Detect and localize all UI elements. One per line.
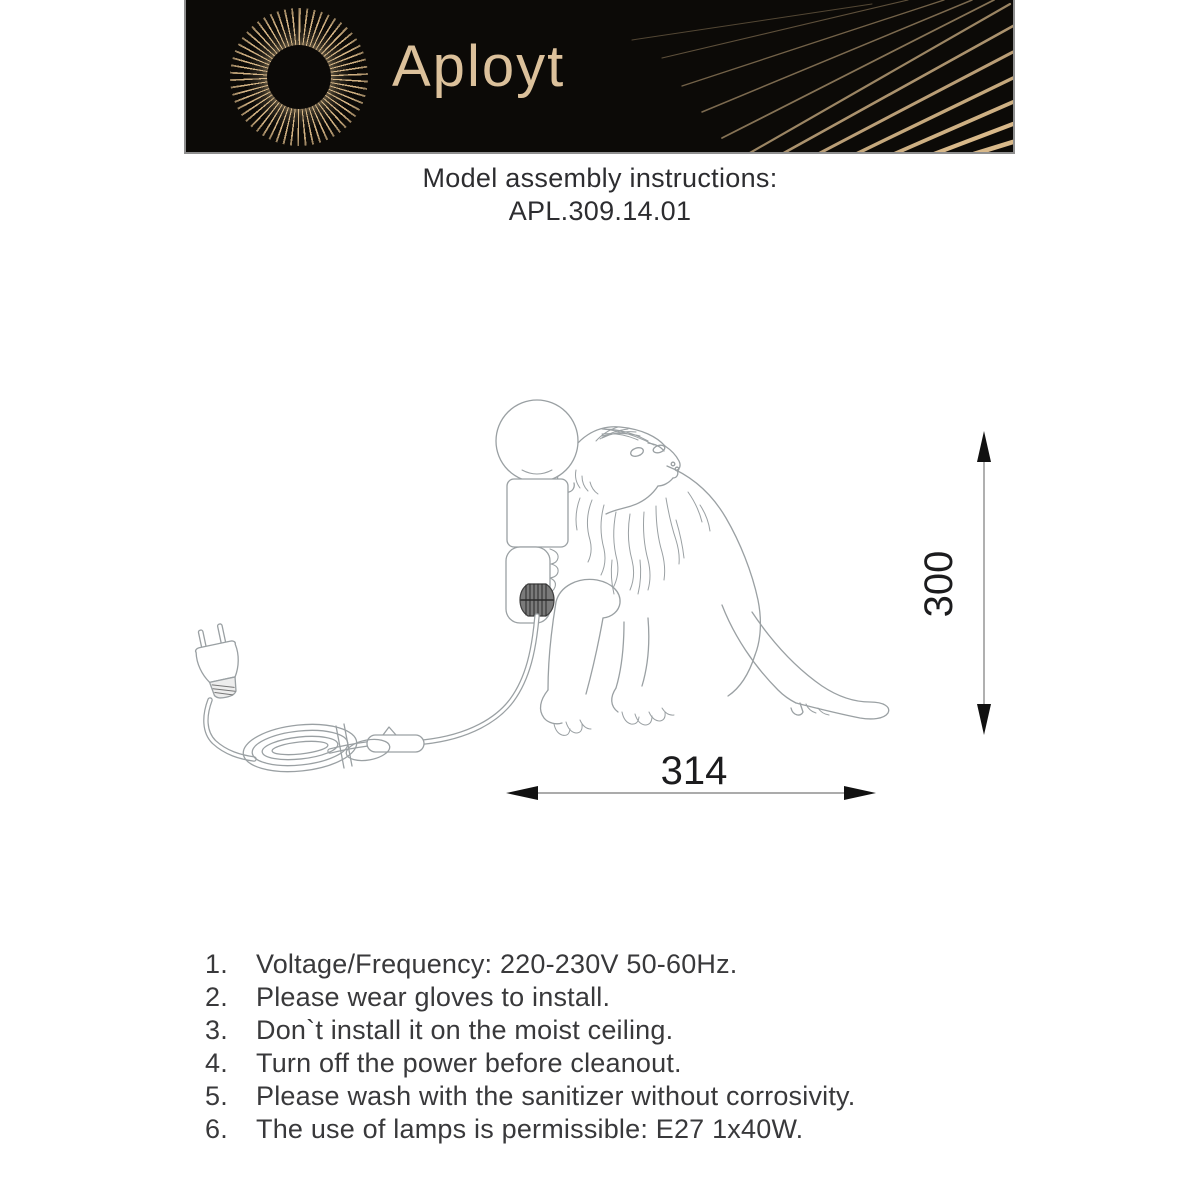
item-number: 6. — [205, 1114, 228, 1144]
item-number: 4. — [205, 1048, 228, 1078]
item-number: 3. — [205, 1015, 228, 1045]
item-text: Don`t install it on the moist ceiling. — [256, 1015, 674, 1045]
instruction-item — [205, 1080, 1045, 1113]
instruction-item — [205, 948, 1045, 981]
model-number: APL.309.14.01 — [508, 196, 692, 226]
height-dimension — [917, 431, 991, 735]
instruction-item — [205, 1047, 1045, 1080]
corner-rays-icon — [184, 0, 1013, 154]
assembly-diagram — [170, 385, 1030, 830]
item-number: 1. — [205, 949, 228, 979]
item-text: Turn off the power before cleanout. — [256, 1048, 682, 1078]
item-text: Please wash with the sanitizer without corrosivity. — [256, 1081, 856, 1111]
item-text: The use of lamps is permissible: E27 1x40W. — [256, 1114, 804, 1144]
width-dimension — [506, 749, 876, 800]
cord-strain-relief — [520, 584, 554, 616]
width-dimension-label: 314 — [660, 749, 728, 793]
item-number: 2. — [205, 982, 228, 1012]
item-number: 5. — [205, 1081, 228, 1111]
monkey-figure — [541, 427, 889, 736]
light-bulb-icon — [496, 400, 578, 482]
power-plug-icon — [191, 622, 247, 702]
item-text: Please wear gloves to install. — [256, 982, 611, 1012]
lamp-drawing — [170, 385, 1030, 830]
brand-logo-text: Aployt — [392, 34, 566, 99]
brand-banner — [184, 0, 1015, 154]
instruction-list — [205, 948, 1045, 1146]
title-block — [0, 162, 1200, 228]
instruction-item — [205, 1113, 1045, 1146]
page-title: Model assembly instructions: — [422, 163, 778, 193]
instruction-item — [205, 1014, 1045, 1047]
instruction-item — [205, 981, 1045, 1014]
item-text: Voltage/Frequency: 220-230V 50-60Hz. — [256, 949, 738, 979]
height-dimension-label: 300 — [917, 550, 961, 618]
